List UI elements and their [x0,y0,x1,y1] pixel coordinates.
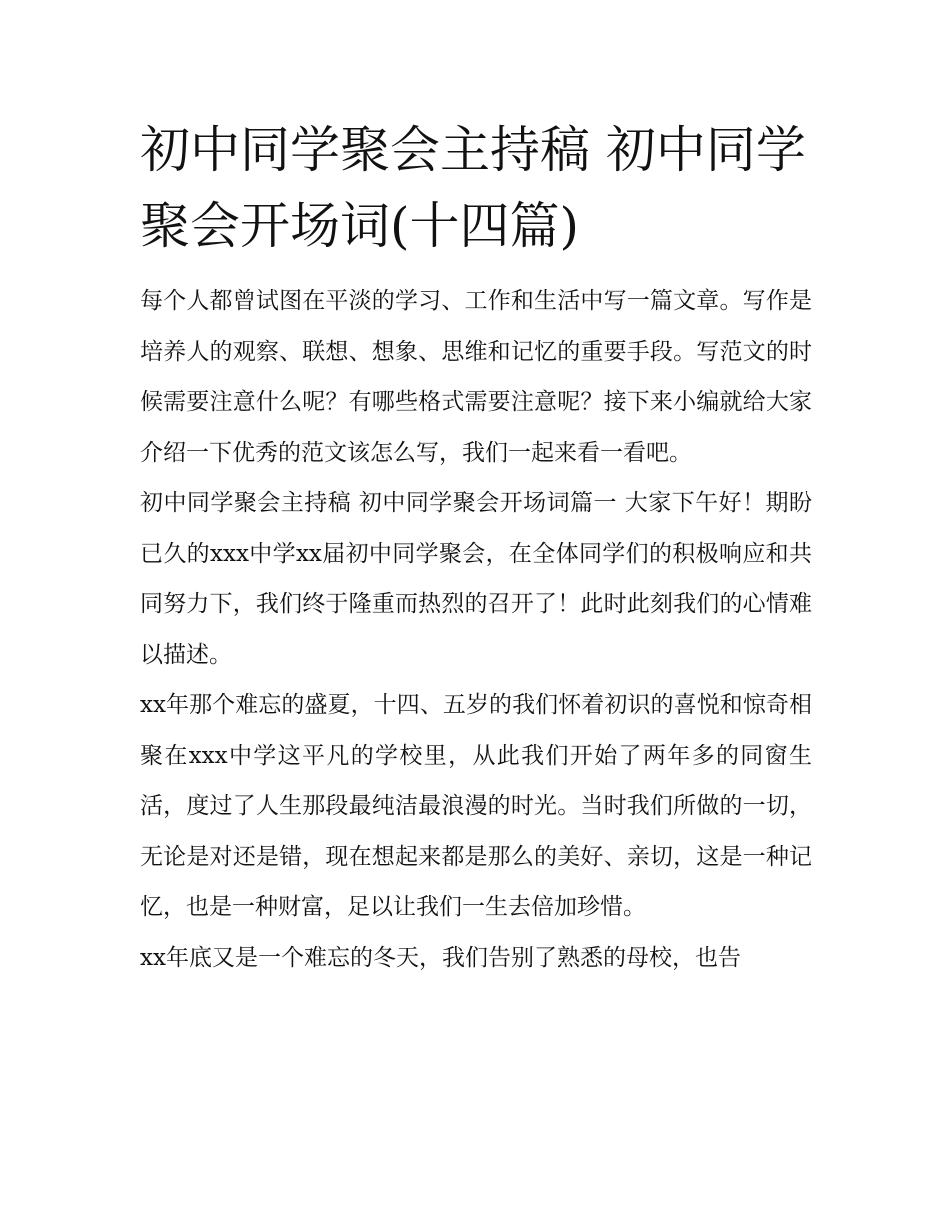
document-body [140,112,812,983]
document-title: 初中同学聚会主持稿 初中同学聚会开场词(十四篇) [140,121,806,255]
paragraph-opening: 初中同学聚会主持稿 初中同学聚会开场词篇一 大家下午好！期盼已久的xxx中学xx届初中同学聚会，在全体同学们的积极响应和共同努力下，我们终于隆重而热烈的召开了！此时此刻我们的心情难以描述。 [140,490,812,668]
paragraph-memory: xx年那个难忘的盛夏，十四、五岁的我们怀着初识的喜悦和惊奇相聚在xxx中学这平凡的学校里，从此我们开始了两年多的同窗生活，度过了人生那段最纯洁最浪漫的时光。当时我们所做的一切，无论是对还是错，现在想起来都是那么的美好、亲切，这是一种记忆，也是一种财富，足以让我们一生去倍加珍惜。 [140,692,812,920]
paragraph-farewell: xx年底又是一个难忘的冬天，我们告别了熟悉的母校，也告 [140,944,741,971]
paragraph-intro: 每个人都曾试图在平淡的学习、工作和生活中写一篇文章。写作是培养人的观察、联想、想象、思维和记忆的重要手段。写范文的时候需要注意什么呢？有哪些格式需要注意呢？接下来小编就给大家介绍一下优秀的范文该怎么写，我们一起来看一看吧。 [140,288,812,466]
